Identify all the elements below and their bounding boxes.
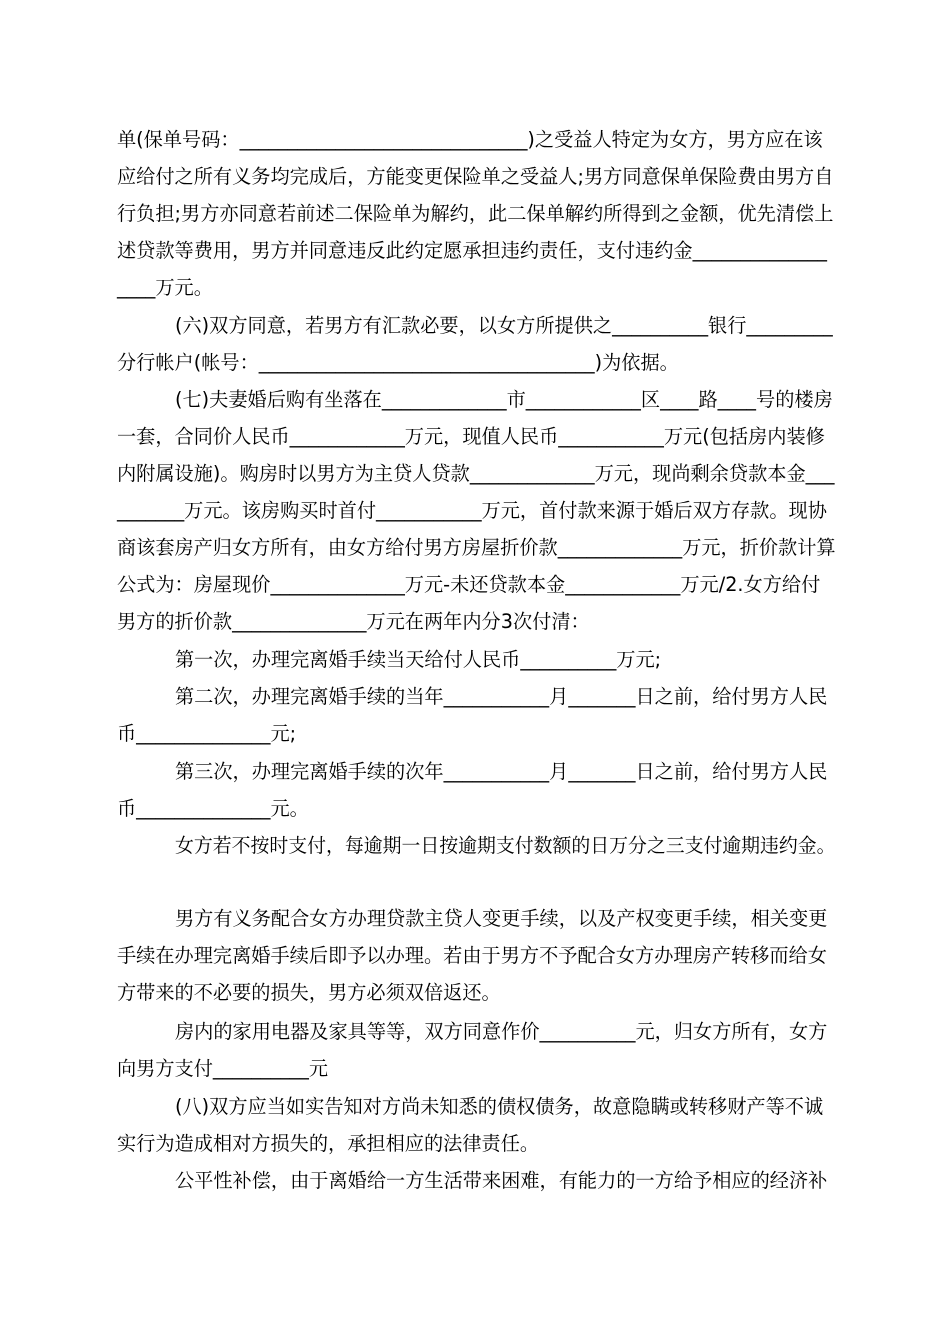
document-line: 述贷款等费用，男方并同意违反此约定愿承担违约责任，支付违约金______________ (117, 239, 827, 262)
document-line: 手续在办理完离婚手续后即予以办理。若由于男方不予配合女方办理房产转移而给女 (117, 944, 827, 967)
document-line: 商该套房产归女方所有，由女方给付男方房屋折价款_____________万元，折价款计算 (117, 536, 836, 559)
document-line: 应给付之所有义务均完成后，方能变更保险单之受益人;男方同意保单保险费由男方自 (117, 165, 834, 188)
document-line: 方带来的不必要的损失，男方必须双倍返还。 (117, 981, 501, 1004)
document-line: 向男方支付__________元 (117, 1057, 329, 1080)
document-line: 公平性补偿，由于离婚给一方生活带来困难，有能力的一方给予相应的经济补 (175, 1169, 828, 1192)
document-line: 币______________元。 (117, 797, 309, 820)
document-line: 第一次，办理完离婚手续当天给付人民币__________万元; (175, 648, 662, 671)
document-line: 内附属设施)。购房时以男方为主贷人贷款_____________万元，现尚剩余贷款本金___ (117, 462, 835, 485)
document-line: 男方有义务配合女方办理贷款主贷人变更手续，以及产权变更手续，相关变更 (175, 907, 828, 930)
document-line: 第三次，办理完离婚手续的次年___________月_______日之前，给付男方人民 (175, 760, 828, 783)
document-line: 男方的折价款______________万元在两年内分3次付清： (117, 610, 590, 633)
document-line: 单(保单号码：______________________________)之受益人特定为女方，男方应在该 (117, 128, 823, 151)
document-line: 实行为造成相对方损失的，承担相应的法律责任。 (117, 1132, 540, 1155)
document-line: 分行帐户(帐号：___________________________________)为依据。 (117, 351, 679, 374)
document-line: 房内的家用电器及家具等等，双方同意作价__________元，归女方所有，女方 (175, 1020, 828, 1043)
document-line: (七)夫妻婚后购有坐落在_____________市____________区____路____号的楼房 (175, 388, 833, 411)
document-line: (六)双方同意，若男方有汇款必要，以女方所提供之__________银行_________ (175, 314, 833, 337)
document-line: 一套，合同价人民币____________万元，现值人民币___________万元(包括房内装修 (117, 425, 825, 448)
document-line: 行负担;男方亦同意若前述二保险单为解约，此二保单解约所得到之金额，优先清偿上 (117, 202, 834, 225)
document-line: 公式为：房屋现价______________万元-未还贷款本金____________万元/2.女方给付 (117, 573, 821, 596)
document-line: ____万元。 (117, 276, 213, 299)
document-line: 第二次，办理完离婚手续的当年___________月_______日之前，给付男方人民 (175, 685, 828, 708)
document-line: _______万元。该房购买时首付___________万元，首付款来源于婚后双方存款。现协 (117, 499, 827, 522)
document-line: 女方若不按时支付，每逾期一日按逾期支付数额的日万分之三支付逾期违约金。 (175, 834, 836, 857)
document-line: (八)双方应当如实告知对方尚未知悉的债权债务，故意隐瞒或转移财产等不诚 (175, 1095, 824, 1118)
document-line: 币______________元; (117, 722, 297, 745)
